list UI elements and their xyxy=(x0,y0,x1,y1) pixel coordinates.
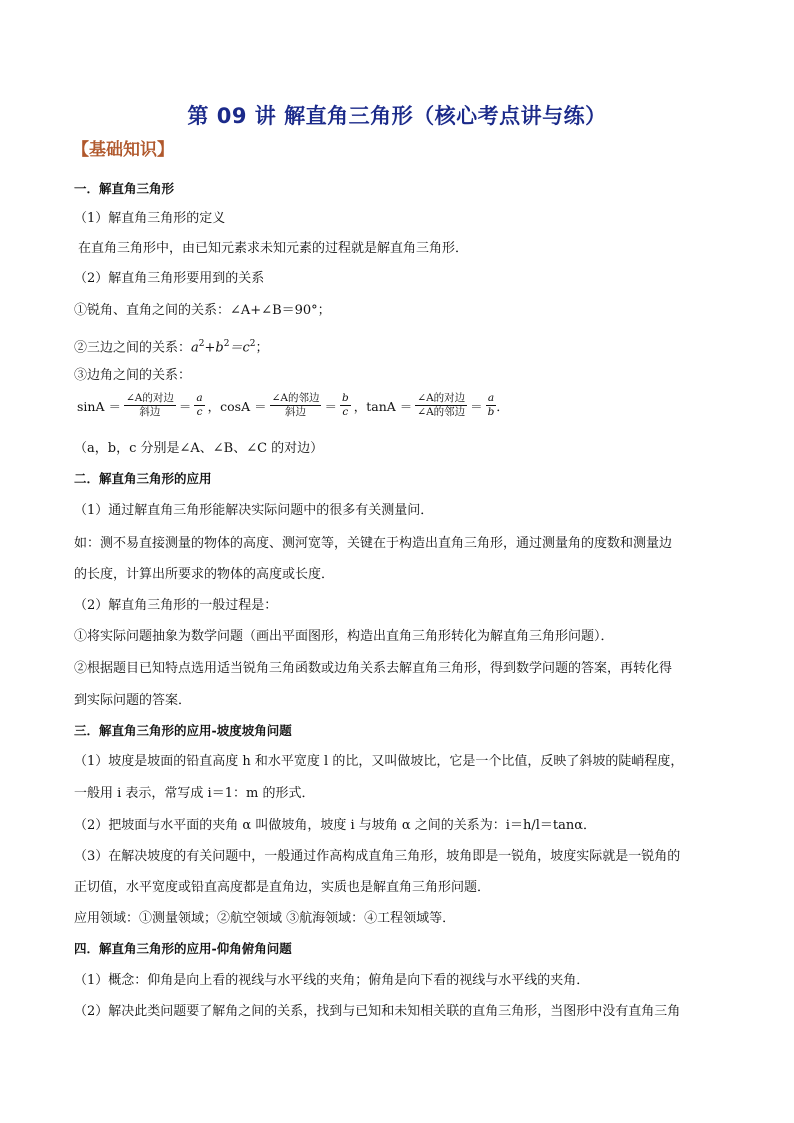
sin-label: sinA ＝ xyxy=(77,398,121,414)
s1-side-angle-label: ③边角之间的关系： xyxy=(74,368,192,383)
sin-num: ∠A的对边 xyxy=(125,392,174,404)
cos-num: ∠A的邻边 xyxy=(271,392,320,404)
s2-p3: 的长度，计算出所要求的物体的高度或长度． xyxy=(74,567,335,582)
ratio-num: a xyxy=(196,392,203,404)
s3-p1: （1）坡度是坡面的铅直高度 h 和水平宽度 l 的比，又叫做坡比，它是一个比值，反映了斜坡的陡峭程度， xyxy=(74,754,684,769)
ratio-den: c xyxy=(342,406,349,418)
tan-fraction xyxy=(415,392,467,419)
var-c: ＝c xyxy=(229,340,250,356)
s3-p4: （3）在解决坡度的有关问题中，一般通过作高构成直角三角形，坡角即是一锐角，坡度实际就是一锐角的 xyxy=(74,849,681,864)
ratio-den: b xyxy=(487,406,495,418)
s2-p6: ②根据题目已知特点选用适当锐角三角函数或边角关系去解直角三角形，得到数学问题的答案，再转化得 xyxy=(74,661,673,676)
s3-p6: 应用领域：①测量领域；②航空领域 ③航海领域：④工程领域等． xyxy=(74,911,456,926)
s2-p5: ①将实际问题抽象为数学问题（画出平面图形，构造出直角三角形转化为解直角三角形问题）． xyxy=(74,629,614,644)
sin-den: 斜边 xyxy=(139,406,161,418)
ratio-den: c xyxy=(196,406,203,418)
var-a: a xyxy=(191,340,199,356)
cos-label: ，cosA ＝ xyxy=(207,398,267,414)
s3-p3: （2）把坡面与水平面的夹角 α 叫做坡角，坡度 i 与坡角 α 之间的关系为：i＝h/l＝tanα． xyxy=(74,818,596,833)
s2-p7: 到实际问题的答案． xyxy=(74,693,192,708)
page-title: 第 09 讲 解直角三角形（核心考点讲与练） xyxy=(187,104,607,128)
var-b: +b xyxy=(204,340,224,356)
trig-formula xyxy=(74,392,509,419)
s1-angle-relation: ①锐角、直角之间的关系：∠A+∠B＝90°； xyxy=(74,303,331,318)
heading-solve-right-triangle: 一．解直角三角形 xyxy=(74,181,175,196)
exp: 2 xyxy=(249,339,256,349)
eq: ＝ xyxy=(324,398,337,414)
eq: ＝ xyxy=(178,398,192,414)
cos-den: 斜边 xyxy=(285,406,307,418)
eq: ＝ xyxy=(470,398,483,414)
heading-application: 二．解直角三角形的应用 xyxy=(74,471,212,486)
s4-p2: （2）解决此类问题要了解角之间的关系，找到与已知和未知相关联的直角三角形，当图形中没有直角三角 xyxy=(74,1004,681,1019)
sin-fraction xyxy=(124,392,176,419)
side-relation-label: ②三边之间的关系： xyxy=(74,340,192,356)
s1-side-relation xyxy=(74,335,269,357)
tan-ratio xyxy=(486,392,497,419)
punct: ． xyxy=(496,398,509,414)
cos-ratio xyxy=(340,392,351,419)
sin-ratio xyxy=(194,392,204,419)
tan-den: ∠A的邻边 xyxy=(417,406,466,418)
heading-slope-problems: 三．解直角三角形的应用-坡度坡角问题 xyxy=(74,723,292,738)
ratio-num: a xyxy=(486,392,497,406)
s1-side-note: （a，b，c 分别是∠A、∠B、∠C 的对边） xyxy=(74,441,324,456)
s4-p1: （1）概念：仰角是向上看的视线与水平线的夹角；俯角是向下看的视线与水平线的夹角． xyxy=(74,973,590,988)
s1-definition-label: （1）解直角三角形的定义 xyxy=(74,211,226,226)
exp: 2 xyxy=(223,339,230,349)
cos-fraction xyxy=(270,392,322,419)
punct: ； xyxy=(255,340,269,356)
section-tag-basics: 【基础知识】 xyxy=(72,140,174,160)
s2-p2: 如：测不易直接测量的物体的高度、测河宽等，关键在于构造出直角三角形，通过测量角的度数和测量边 xyxy=(74,536,673,551)
s3-p2: 一般用 i 表示，常写成 i＝1：m 的形式． xyxy=(74,786,315,801)
s3-p5: 正切值，水平宽度或铅直高度都是直角边，实质也是解直角三角形问题． xyxy=(74,880,491,895)
s2-p1: （1）通过解直角三角形能解决实际问题中的很多有关测量问． xyxy=(74,503,434,518)
tan-num: ∠A的对边 xyxy=(417,392,466,404)
ratio-num: b xyxy=(342,392,349,404)
tan-label: ，tanA ＝ xyxy=(353,398,413,414)
s2-p4: （2）解直角三角形的一般过程是： xyxy=(74,598,278,613)
heading-elevation-depression: 四．解直角三角形的应用-仰角俯角问题 xyxy=(74,941,292,956)
s1-definition-text: 在直角三角形中，由已知元素求未知元素的过程就是解直角三角形． xyxy=(78,241,469,256)
exp: 2 xyxy=(198,339,205,349)
s1-relations-label: （2）解直角三角形要用到的关系 xyxy=(74,271,265,286)
